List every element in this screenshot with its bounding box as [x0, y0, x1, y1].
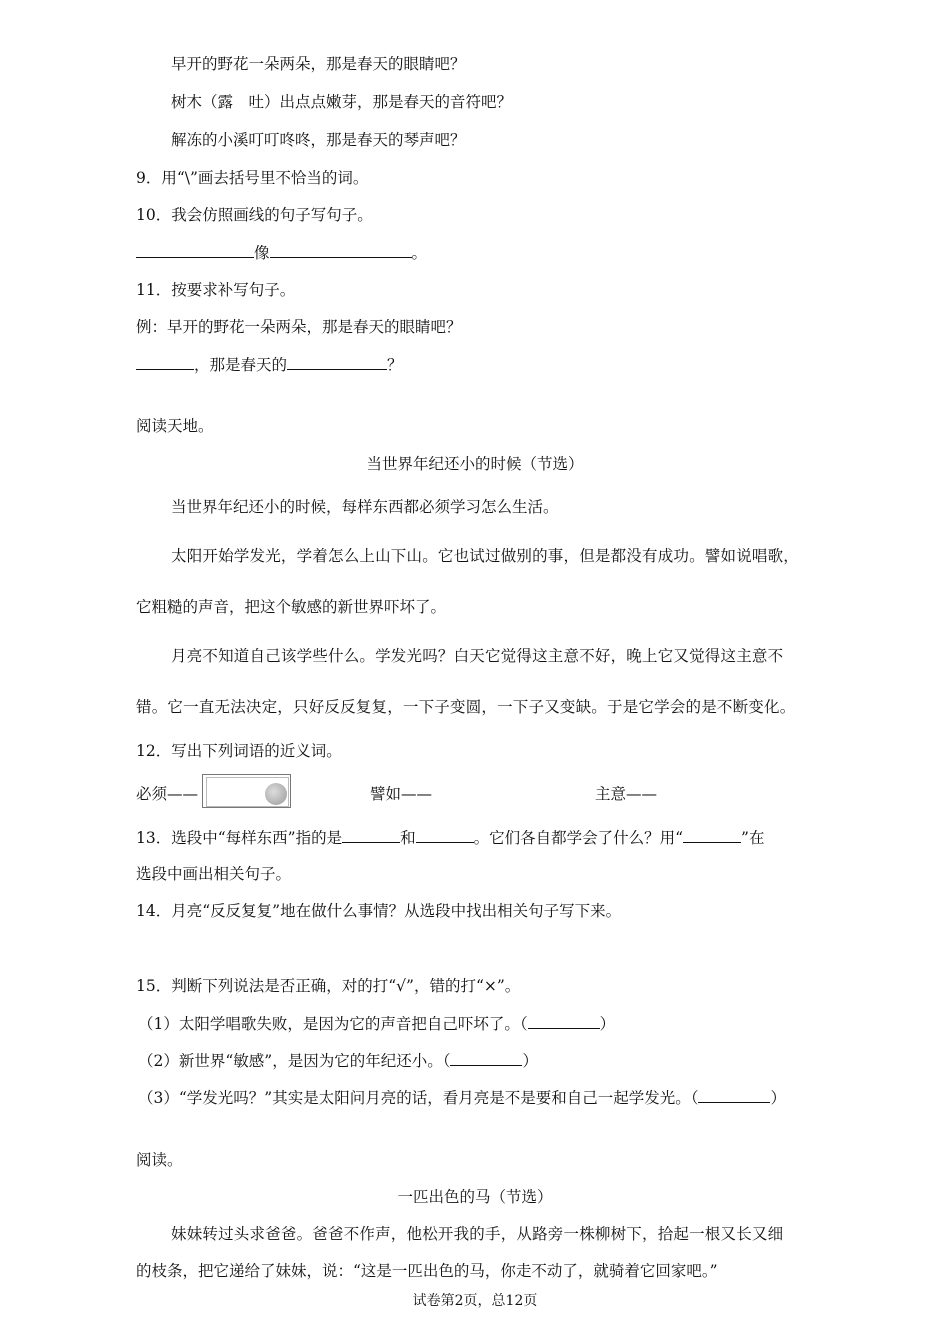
q13-text-c: 。它们各自都学会了什么？用“ [473, 829, 684, 847]
question-11-title: 11．按要求补写句子。 [136, 281, 296, 299]
answer-blank[interactable] [416, 827, 474, 843]
section-2-title: 一匹出色的马（节选） [397, 1188, 553, 1206]
answer-image-box [202, 774, 291, 808]
answer-blank[interactable] [270, 242, 412, 258]
q15-statement-1 [138, 1013, 615, 1034]
section-1-paragraph-1: 当世界年纪还小的时候，每样东西都必须学习怎么生活。 [171, 498, 559, 516]
answer-blank[interactable] [450, 1050, 522, 1066]
q15-close: ） [770, 1089, 786, 1107]
section-1-paragraph-2b: 它粗糙的声音，把这个敏感的新世界吓坏了。 [136, 598, 447, 616]
question-10-answer-line [136, 242, 427, 263]
q15-close: ） [599, 1015, 616, 1033]
q12-word-2: 譬如—— [370, 785, 433, 803]
q15-s1-text: （1）太阳学唱歌失败，是因为它的声音把自己吓坏了。（ [138, 1015, 528, 1033]
section-1-heading: 阅读天地。 [136, 417, 214, 435]
poem-line-1: 早开的野花一朵两朵，那是春天的眼睛吧？ [171, 55, 466, 73]
q13-text-a: 13．选段中“每样东西”指的是 [136, 829, 343, 847]
answer-blank[interactable] [698, 1087, 770, 1103]
answer-blank[interactable] [683, 827, 741, 843]
q11-end-text: ？ [387, 356, 403, 374]
answer-blank[interactable] [528, 1013, 600, 1029]
q13-text-b: 和 [400, 829, 416, 847]
q11-mid-text: ，那是春天的 [194, 356, 288, 374]
question-11-example: 例：早开的野花一朵两朵，那是春天的眼睛吧？ [136, 318, 462, 336]
q15-close: ） [522, 1052, 538, 1070]
poem-line-3: 解冻的小溪叮叮咚咚，那是春天的琴声吧？ [171, 131, 466, 149]
section-2-heading: 阅读。 [136, 1151, 183, 1169]
question-13-line-2: 选段中画出相关句子。 [136, 865, 292, 883]
answer-blank[interactable] [342, 827, 400, 843]
section-2-paragraph-1a: 妹妹转过头求爸爸。爸爸不作声，他松开我的手，从路旁一株柳树下，拾起一根又长又细 [171, 1225, 784, 1243]
q15-s2-text: （2）新世界“敏感”，是因为它的年纪还小。（ [138, 1052, 451, 1070]
q15-statement-2 [138, 1050, 538, 1071]
question-15-title: 15．判断下列说法是否正确，对的打“√”，错的打“×”。 [136, 977, 521, 995]
q12-word-3: 主意—— [595, 785, 658, 803]
question-10-title: 10．我会仿照画线的句子写句子。 [136, 206, 373, 224]
stamp-icon [265, 783, 287, 805]
q13-text-d: ”在 [741, 829, 765, 847]
q10-mid-text: 像 [254, 244, 270, 262]
section-1-paragraph-3a: 月亮不知道自己该学些什么。学发光吗？白天它觉得这主意不好，晚上它又觉得这主意不 [171, 647, 784, 665]
q15-statement-3 [138, 1087, 786, 1108]
poem-line-2: 树木（露 吐）出点点嫩芽，那是春天的音符吧？ [171, 93, 513, 111]
q15-s3-text: （3）“学发光吗？”其实是太阳问月亮的话，看月亮是不是要和自己一起学发光。（ [138, 1089, 699, 1107]
section-2-paragraph-1b: 的枝条，把它递给了妹妹，说：“这是一匹出色的马，你走不动了，就骑着它回家吧。” [136, 1262, 718, 1280]
section-1-paragraph-2a: 太阳开始学发光，学着怎么上山下山。它也试过做别的事，但是都没有成功。譬如说唱歌， [171, 547, 800, 565]
answer-blank[interactable] [136, 354, 194, 370]
q12-word-1: 必须—— [136, 785, 199, 803]
question-13-line-1 [136, 827, 764, 848]
section-1-title: 当世界年纪还小的时候（节选） [366, 455, 584, 473]
question-14: 14．月亮“反反复复”地在做什么事情？从选段中找出相关句子写下来。 [136, 902, 622, 920]
q10-end-text: 。 [411, 244, 428, 262]
answer-blank[interactable] [287, 354, 387, 370]
section-1-paragraph-3b: 错。它一直无法决定，只好反反复复，一下子变圆，一下子又变缺。于是它学会的是不断变化。 [136, 698, 796, 716]
question-11-answer-line [136, 354, 403, 375]
page-footer: 试卷第2页，总12页 [412, 1293, 538, 1309]
question-9: 9．用“\”画去括号里不恰当的词。 [136, 169, 369, 187]
question-12-title: 12．写出下列词语的近义词。 [136, 742, 342, 760]
answer-blank[interactable] [136, 242, 254, 258]
